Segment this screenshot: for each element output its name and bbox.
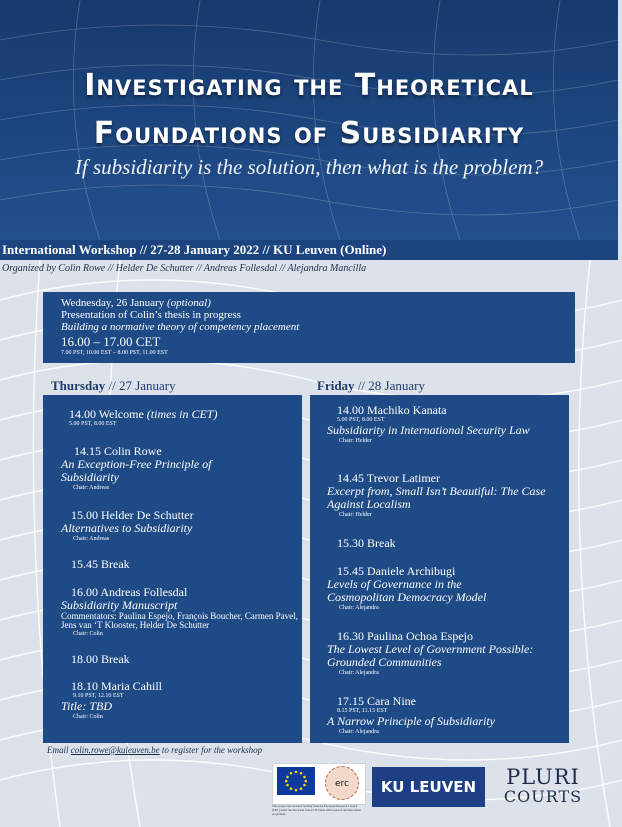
eu-flag-icon [277, 767, 315, 795]
erc-icon: erc [325, 766, 359, 800]
ku-leuven-logo: KU LEUVEN [372, 767, 485, 807]
schedule-slot: 18.00 Break [71, 652, 130, 666]
header-banner [0, 0, 618, 240]
event-info-bar: International Workshop // 27-28 January 2022 // KU Leuven (Online) [0, 240, 618, 260]
pre-session-box [43, 292, 575, 363]
eu-erc-logo [272, 763, 366, 805]
schedule-slot: 16.00 Andreas Follesdal Subsidiarity Manuscript Commentators: Paulina Espejo, François Boucher, Carmen Pavel, Jens van ‘T Klooster, Helder De Schutter Chair: Colin [61, 585, 298, 637]
pre-session-subtitle: Building a normative theory of competency placement [61, 321, 300, 333]
pre-session-day: Wednesday, 26 January (optional) [61, 297, 211, 309]
title-line-2: Foundations of Subsidiarity [93, 116, 525, 151]
pre-session-time: 16.00 – 17.00 CET [61, 334, 161, 349]
schedule-slot: 15.45 Break [71, 557, 130, 571]
page-title [0, 62, 618, 158]
funding-fine-print: This project has received funding from the European Research Council (ERC) under the European Union’s Horizon 2020 research and innovation programme [272, 804, 362, 816]
schedule-slot: 14.15 Colin Rowe An Exception-Free Principle of Subsidiarity Chair: Andreas [61, 444, 212, 491]
schedule-slot: 15.00 Helder De Schutter Alternatives to Subsidiarity Chair: Andreas [61, 508, 194, 542]
schedule-slot: 14.45 Trevor Latimer Excerpt from, Small Isn’t Beautiful: The Case Against Localism Chair: Helder [327, 471, 546, 518]
schedule-slot: 15.30 Break [337, 536, 396, 550]
friday-schedule [310, 395, 569, 743]
pre-session-timezones: 7.00 PST, 10.00 EST – 8.00 PST, 11.00 EST [61, 350, 168, 356]
page-subtitle: If subsidiarity is the solution, then what is the problem? [74, 155, 544, 179]
title-line-1: Investigating the Theoretical [84, 68, 534, 103]
schedule-slot: 16.30 Paulina Ochoa Espejo The Lowest Level of Government Possible: Grounded Communities Chair: Alejandra [327, 629, 534, 676]
schedule-slot: 14.00 Welcome (times in CET) 5.00 PST, 8.00 EST [69, 407, 218, 427]
registration-note: Email colin.rowe@kuleuven.be to register for the workshop [47, 745, 263, 755]
schedule-slot: 14.00 Machiko Kanata 5.00 PST, 8.00 EST Subsidiarity in International Security Law Chair: Helder [327, 403, 530, 444]
pluricourts-logo: PLURI COURTS [503, 765, 583, 806]
email-link[interactable]: colin.rowe@kuleuven.be [70, 745, 160, 755]
friday-heading: Friday // 28 January [317, 378, 425, 393]
pre-session-title: Presentation of Colin’s thesis in progress [61, 309, 241, 321]
organizers-line: Organized by Colin Rowe // Helder De Schutter // Andreas Follesdal // Alejandra Mancilla [2, 263, 367, 274]
schedule-slot: 15.45 Daniele Archibugi Levels of Governance in the Cosmopolitan Democracy Model Chair: Alejandra [327, 564, 487, 611]
schedule-slot: 17.15 Cara Nine 8.15 PST, 11.15 EST A Narrow Principle of Subsidiarity Chair: Alejandra [327, 694, 496, 735]
thursday-schedule [43, 395, 302, 743]
sponsor-logos [270, 762, 622, 827]
schedule-slot: 18.10 Maria Cahill 9.10 PST, 12.10 EST Title: TBD Chair: Colin [61, 679, 162, 720]
thursday-heading: Thursday // 27 January [51, 378, 176, 393]
